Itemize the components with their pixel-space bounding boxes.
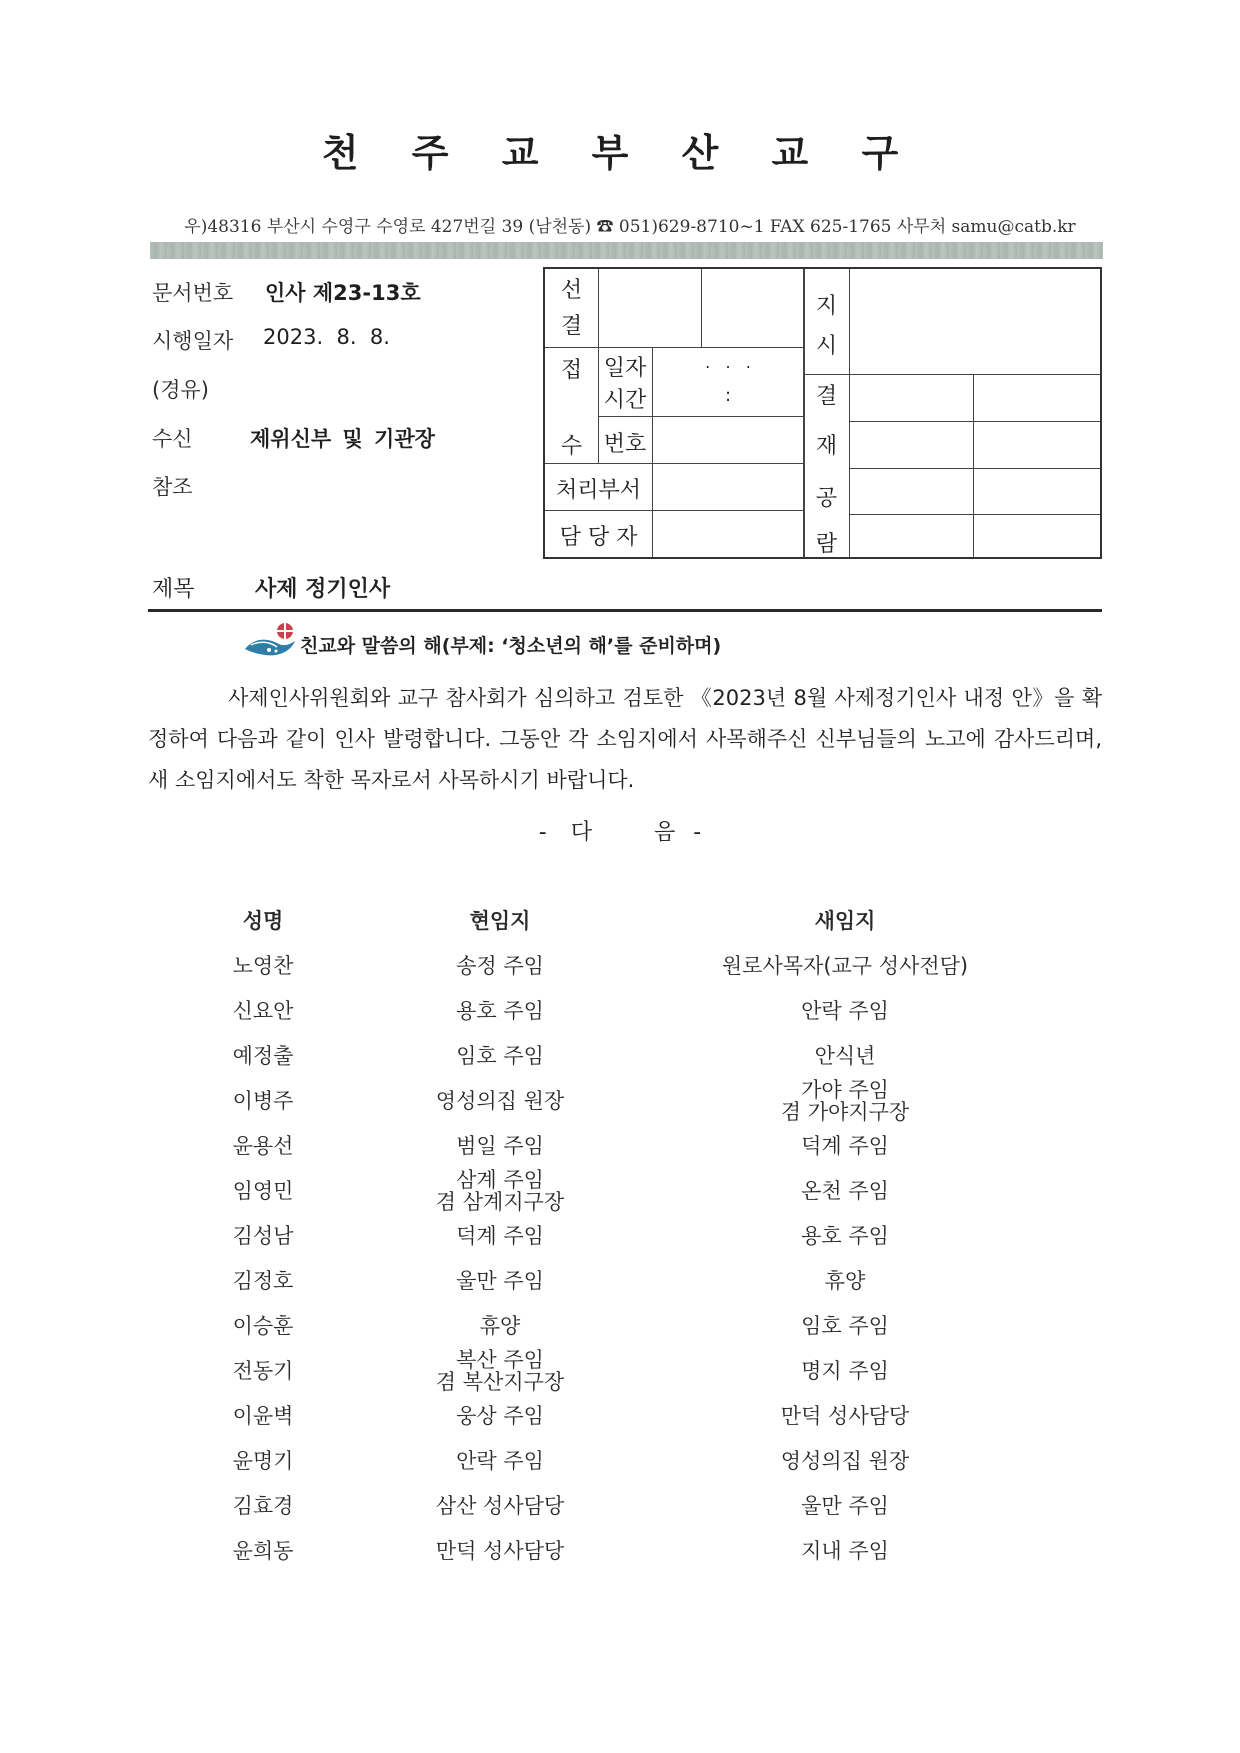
date-value: 2023. 8. 8. bbox=[263, 325, 390, 349]
current-post-line: 덕계 주임 bbox=[456, 1223, 544, 1248]
new-post bbox=[695, 988, 995, 1033]
current-post bbox=[400, 1168, 600, 1213]
person-name: 전동기 bbox=[232, 1358, 294, 1383]
current-post bbox=[400, 988, 600, 1033]
diocese-motto: 친교와 말씀의 해(부제: ‘청소년의 해’를 준비하며) bbox=[300, 635, 722, 657]
header-name: 성명 bbox=[242, 908, 284, 933]
current-post-line: 겸 삼계지구장 bbox=[435, 1189, 565, 1214]
current-post-line: 울만 주임 bbox=[456, 1268, 544, 1293]
receipt-time-label: 시간 bbox=[603, 388, 647, 413]
processing-dept-label: 처리부서 bbox=[555, 478, 641, 503]
current-post-line: 삼계 주임 bbox=[456, 1167, 544, 1192]
current-post bbox=[400, 1528, 600, 1573]
current-post-line: 휴양 bbox=[479, 1313, 521, 1338]
new-post-line: 명지 주임 bbox=[801, 1358, 889, 1383]
personnel-header-row bbox=[150, 898, 1100, 943]
current-post-line: 안락 주임 bbox=[456, 1448, 544, 1473]
person-name: 김성남 bbox=[232, 1223, 294, 1248]
receipt-date-label: 일자 bbox=[603, 356, 647, 381]
new-post bbox=[695, 1258, 995, 1303]
new-post bbox=[695, 1393, 995, 1438]
via-label: (경유) bbox=[152, 378, 209, 402]
person-name: 윤명기 bbox=[232, 1448, 294, 1473]
person-name: 김효경 bbox=[232, 1493, 294, 1518]
current-post bbox=[400, 1303, 600, 1348]
personnel-row bbox=[150, 1168, 1100, 1213]
approval-table bbox=[543, 267, 1102, 559]
subject-label: 제목 bbox=[152, 577, 195, 602]
new-post-line: 겸 가야지구장 bbox=[780, 1099, 910, 1124]
review-char-1: 공 bbox=[815, 486, 838, 511]
header-new-post: 새임지 bbox=[814, 908, 876, 933]
current-post bbox=[400, 1123, 600, 1168]
new-post bbox=[695, 1033, 995, 1078]
approval-char-1: 결 bbox=[815, 384, 838, 409]
personnel-row bbox=[150, 1393, 1100, 1438]
current-post-line: 삼산 성사담당 bbox=[435, 1493, 565, 1518]
new-post-line: 지내 주임 bbox=[801, 1538, 889, 1563]
person-name: 이병주 bbox=[232, 1088, 294, 1113]
receipt-date-field[interactable]: . . . bbox=[705, 353, 751, 372]
person-name: 임영민 bbox=[232, 1178, 294, 1203]
personnel-row bbox=[150, 1528, 1100, 1573]
dash-left: - bbox=[538, 820, 547, 845]
instruction-char-1: 지 bbox=[815, 294, 838, 319]
new-post-line: 원로사목자(교구 성사전담) bbox=[721, 953, 969, 978]
personnel-row bbox=[150, 1123, 1100, 1168]
current-post-line: 범일 주임 bbox=[456, 1133, 544, 1158]
person-name: 윤희동 bbox=[232, 1538, 294, 1563]
current-post bbox=[400, 1258, 600, 1303]
new-post-line: 만덕 성사담당 bbox=[780, 1403, 910, 1428]
personnel-row bbox=[150, 1438, 1100, 1483]
receipt-char-1: 접 bbox=[560, 358, 583, 383]
personnel-row bbox=[150, 1258, 1100, 1303]
following-char-1: 다 bbox=[570, 820, 592, 845]
new-post-line: 용호 주임 bbox=[801, 1223, 889, 1248]
subject-value: 사제 정기인사 bbox=[255, 577, 391, 602]
receipt-number-label: 번호 bbox=[603, 432, 647, 457]
current-post-line: 용호 주임 bbox=[456, 998, 544, 1023]
address-line: 우)48316 부산시 수영구 수영로 427번길 39 (남천동) ☎ 051)629-8710~1 FAX 625-1765 사무처 samu@catb.kr bbox=[184, 217, 1076, 237]
current-post bbox=[400, 1213, 600, 1258]
personnel-row bbox=[150, 1303, 1100, 1348]
current-post-line: 만덕 성사담당 bbox=[435, 1538, 565, 1563]
person-name: 김정호 bbox=[232, 1268, 294, 1293]
new-post-line: 덕계 주임 bbox=[801, 1133, 889, 1158]
new-post bbox=[695, 1303, 995, 1348]
new-post bbox=[695, 1528, 995, 1573]
doc-number-label: 문서번호 bbox=[152, 281, 234, 305]
recipient-label: 수신 bbox=[152, 427, 193, 451]
subject-divider bbox=[148, 609, 1102, 612]
personnel-row bbox=[150, 943, 1100, 988]
person-name: 노영찬 bbox=[232, 953, 294, 978]
instruction-char-2: 시 bbox=[815, 334, 838, 359]
new-post-line: 안식년 bbox=[814, 1043, 876, 1068]
following-char-2: 음 bbox=[654, 820, 676, 845]
current-post bbox=[400, 1483, 600, 1528]
new-post-line: 영성의집 원장 bbox=[780, 1448, 910, 1473]
pre-approval-char-1: 선 bbox=[560, 278, 583, 303]
personnel-table bbox=[150, 898, 1100, 1573]
receipt-char-2: 수 bbox=[560, 434, 583, 459]
person-name: 예정출 bbox=[232, 1043, 294, 1068]
current-post-line: 영성의집 원장 bbox=[435, 1088, 565, 1113]
date-label: 시행일자 bbox=[152, 329, 234, 353]
diocese-logo-icon bbox=[243, 621, 303, 661]
new-post-line: 휴양 bbox=[824, 1268, 866, 1293]
new-post-line: 안락 주임 bbox=[801, 998, 889, 1023]
body-paragraph bbox=[148, 678, 1102, 801]
current-post bbox=[400, 1438, 600, 1483]
receipt-time-field[interactable]: : bbox=[724, 385, 732, 406]
dash-right: - bbox=[693, 820, 702, 845]
person-in-charge-label: 담 당 자 bbox=[559, 525, 638, 550]
header-band-divider bbox=[150, 242, 1103, 259]
new-post-line: 가야 주임 bbox=[801, 1077, 889, 1102]
current-post bbox=[400, 1348, 600, 1393]
header-current-post: 현임지 bbox=[469, 908, 531, 933]
new-post bbox=[695, 1483, 995, 1528]
current-post-line: 임호 주임 bbox=[456, 1043, 544, 1068]
personnel-row bbox=[150, 1078, 1100, 1123]
person-name: 신요안 bbox=[232, 998, 294, 1023]
personnel-row bbox=[150, 1348, 1100, 1393]
current-post bbox=[400, 1033, 600, 1078]
new-post-line: 온천 주임 bbox=[801, 1178, 889, 1203]
review-char-2: 람 bbox=[815, 532, 838, 557]
new-post bbox=[695, 1213, 995, 1258]
current-post bbox=[400, 1393, 600, 1438]
person-name: 이윤벽 bbox=[232, 1403, 294, 1428]
personnel-row bbox=[150, 988, 1100, 1033]
current-post-line: 복산 주임 bbox=[456, 1347, 544, 1372]
person-name: 윤용선 bbox=[232, 1133, 294, 1158]
current-post bbox=[400, 943, 600, 988]
following-heading bbox=[0, 815, 1240, 846]
personnel-row bbox=[150, 1483, 1100, 1528]
personnel-row bbox=[150, 1033, 1100, 1078]
new-post bbox=[695, 1348, 995, 1393]
current-post bbox=[400, 1078, 600, 1123]
reference-label: 참조 bbox=[152, 475, 193, 499]
new-post bbox=[695, 1168, 995, 1213]
pre-approval-char-2: 결 bbox=[560, 314, 583, 339]
personnel-row bbox=[150, 1213, 1100, 1258]
document-title: 천 주 교 부 산 교 구 bbox=[321, 131, 919, 175]
new-post-line: 울만 주임 bbox=[801, 1493, 889, 1518]
new-post bbox=[695, 943, 995, 988]
new-post-line: 임호 주임 bbox=[801, 1313, 889, 1338]
person-name: 이승훈 bbox=[232, 1313, 294, 1338]
approval-char-2: 재 bbox=[815, 434, 838, 459]
new-post bbox=[695, 1123, 995, 1168]
current-post-line: 송정 주임 bbox=[456, 953, 544, 978]
new-post bbox=[695, 1078, 995, 1123]
new-post bbox=[695, 1438, 995, 1483]
body-text: 사제인사위원회와 교구 참사회가 심의하고 검토한 《2023년 8월 사제정기인사 내정 안》을 확정하여 다음과 같이 인사 발령합니다. 그동안 각 소임지에서 사목해주신 신부님들의 노고에 감사드리며, 새 소임지에서도 착한 목자로서 사목하시기 바랍니다. bbox=[148, 686, 1102, 792]
recipient-value: 제위신부 및 기관장 bbox=[250, 427, 435, 451]
current-post-line: 웅상 주임 bbox=[456, 1403, 544, 1428]
doc-number-value: 인사 제23-13호 bbox=[265, 281, 421, 305]
current-post-line: 겸 복산지구장 bbox=[435, 1369, 565, 1394]
